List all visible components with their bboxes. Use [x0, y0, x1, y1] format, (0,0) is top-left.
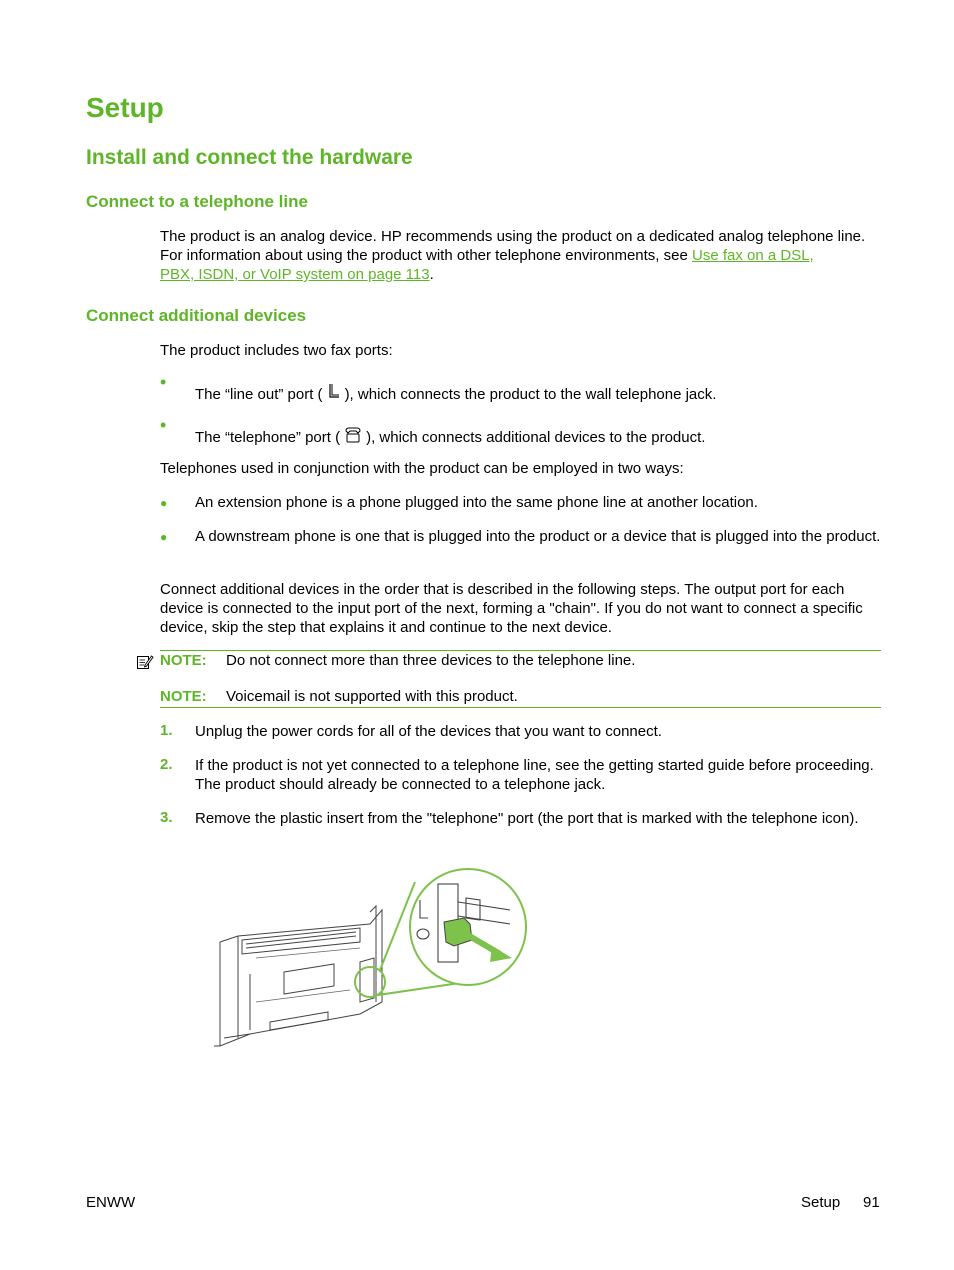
- paragraph-period: .: [429, 266, 434, 283]
- port-text-after: ), which connects additional devices to the product.: [366, 429, 706, 446]
- port-text-before: The “line out” port (: [195, 386, 323, 403]
- paragraph-text: The product is an analog device. HP recommends using the product on a dedicated analog telephone line. For information about using the product with other telephone environments, see: [160, 228, 866, 264]
- step-text: If the product is not yet connected to a telephone line, see the getting started guide before proceeding. The product should already be connected to a telephone jack.: [195, 757, 874, 793]
- subheading-additional-devices: Connect additional devices: [86, 306, 307, 325]
- note-bottom-rule: [160, 707, 881, 708]
- link-text-line1[interactable]: Use fax on a DSL,: [691, 247, 814, 264]
- note-label: NOTE:: [160, 688, 207, 705]
- step-text: Remove the plastic insert from the "telephone" port (the port that is marked with the telephone icon).: [195, 810, 859, 827]
- telephone-icon: [344, 426, 362, 449]
- note-text: Voicemail is not supported with this product.: [226, 688, 518, 705]
- step-number: 1.: [160, 722, 173, 739]
- step-number: 2.: [160, 756, 173, 773]
- link-text-line2[interactable]: PBX, ISDN, or VoIP system on page 113: [160, 266, 430, 283]
- ports-intro: The product includes two fax ports:: [160, 342, 393, 359]
- list-item-downstream-phone: A downstream phone is one that is plugged into the product or a device that is plugged into the product.: [195, 528, 881, 545]
- footer-section: Setup: [801, 1194, 841, 1211]
- port-text-after: ), which connects the product to the wall telephone jack.: [344, 386, 717, 403]
- note-icon: [136, 653, 154, 675]
- order-paragraph: Connect additional devices in the order that is described in the following steps. The output port for each device is connected to the input port of the next, forming a "chain". If you do not want to connect a specific device, skip the step that explains it and continue to the next device.: [160, 581, 863, 636]
- page-number: 91: [863, 1194, 880, 1211]
- line-out-icon: [327, 383, 341, 406]
- product-port-illustration: [210, 862, 540, 1058]
- page-title: Setup: [86, 92, 164, 123]
- ways-intro: Telephones used in conjunction with the product can be employed in two ways:: [160, 460, 684, 477]
- step-text: Unplug the power cords for all of the devices that you want to connect.: [195, 723, 662, 740]
- footer-left: ENWW: [86, 1194, 136, 1211]
- telephone-line-paragraph: [160, 227, 884, 284]
- port-text-before: The “telephone” port (: [195, 429, 341, 446]
- subheading-telephone-line: Connect to a telephone line: [86, 192, 308, 211]
- note-label: NOTE:: [160, 652, 207, 669]
- list-item-line-out-port: [195, 383, 885, 406]
- step-number: 3.: [160, 809, 173, 826]
- list-item-telephone-port: [195, 426, 885, 449]
- note-text: Do not connect more than three devices to the telephone line.: [226, 652, 636, 669]
- bullet-icon: •: [160, 372, 167, 392]
- bullet-icon: ●: [160, 496, 168, 510]
- bullet-icon: ●: [160, 530, 168, 544]
- list-item-extension-phone: An extension phone is a phone plugged into the same phone line at another location.: [195, 494, 758, 511]
- note-top-rule: [160, 650, 881, 651]
- bullet-icon: •: [160, 415, 167, 435]
- section-heading: Install and connect the hardware: [86, 146, 413, 169]
